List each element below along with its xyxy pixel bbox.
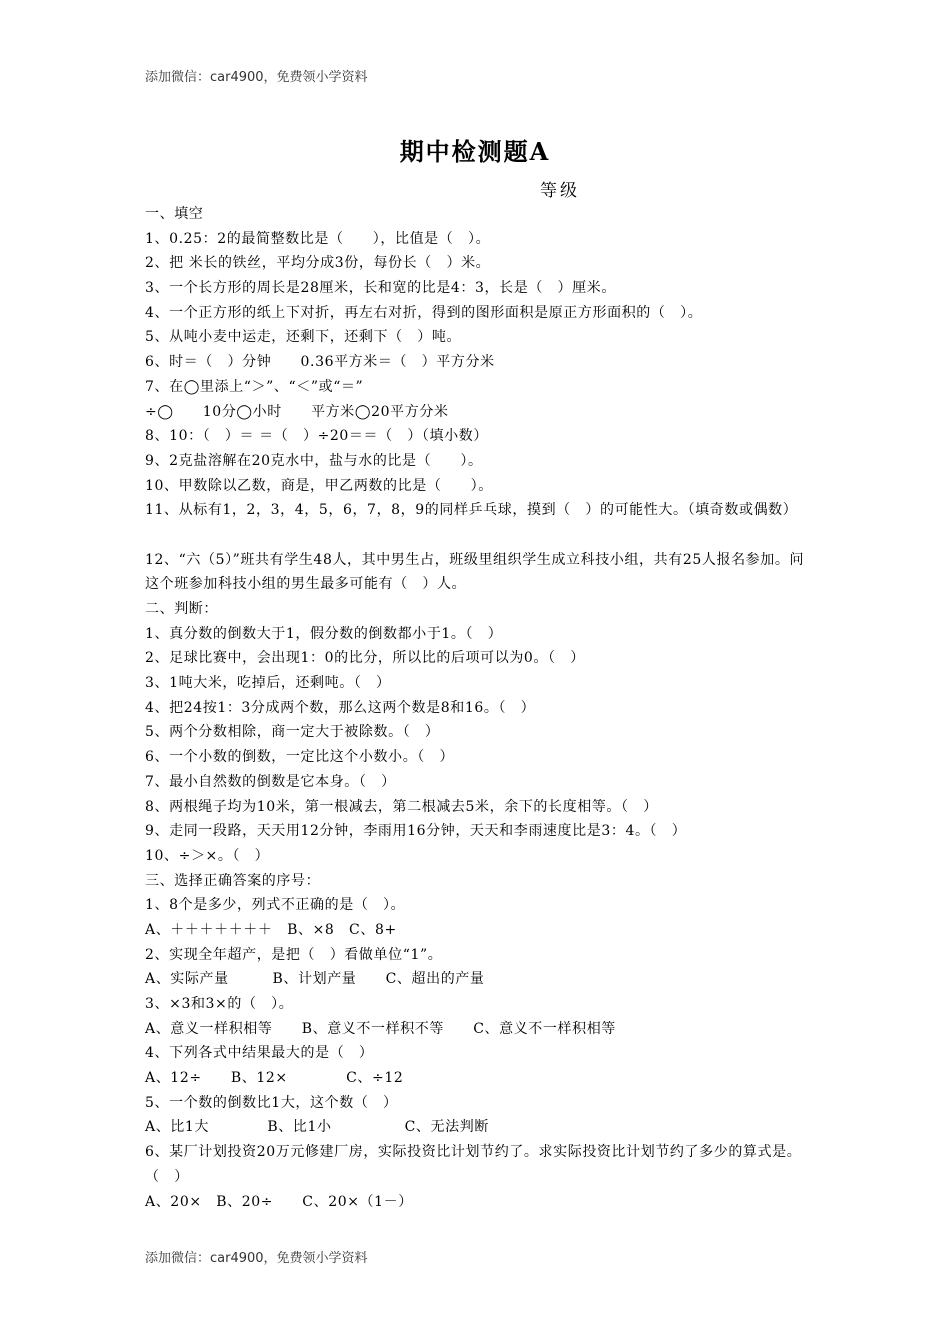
question-line: 5、一个数的倒数比1大，这个数（ ） [145,1094,398,1111]
section-heading-fill-blank: 一、填空 [145,206,204,222]
question-line: 12、“六（5）”班共有学生48人，其中男生占，班级里组织学生成立科技小组，共有25人报名参加。问这个班参加科技小组的男生最多可能有（ ）人。 [145,551,805,593]
question-line: 6、某厂计划投资20万元修建厂房，实际投资比计划节约了。求实际投资比计划节约了多少的算式是。（ ） [145,1144,802,1185]
question-line: 8、两根绳子均为10米，第一根减去，第二根减去5米，余下的长度相等。（ ） [145,798,658,815]
question-line: 10、÷＞×。（ ） [145,847,270,864]
page-footer-note: 添加微信：car4900，免费领小学资料 [145,1251,368,1266]
question-line: 3、1吨大米，吃掉后，还剩吨。（ ） [145,675,391,692]
question-line: 4、一个正方形的纸上下对折，再左右对折，得到的图形面积是原正方形面积的（ ）。 [145,304,703,321]
answer-options: A、意义一样积相等 B、意义不一样积不等 C、意义不一样积相等 [145,1020,616,1037]
question-line: 5、从吨小麦中运走，还剩下，还剩下（ ）吨。 [145,329,462,346]
question-line: 2、把 米长的铁丝，平均分成3份，每份长（ ）米。 [145,255,491,272]
question-line: 7、在◯里添上“＞”、“＜”或“＝” [145,378,364,395]
question-line: 6、时＝（ ）分钟 0.36平方米＝（ ）平方分米 [145,354,495,371]
question-line: 9、走同一段路，天天用12分钟，李雨用16分钟，天天和李雨速度比是3：4。（ ） [145,823,687,840]
question-line: 8、10：（ ）＝ ＝（ ）÷20＝＝（ ）（填小数） [145,428,488,445]
question-line: 2、实现全年超产，是把（ ）看做单位“1”。 [145,946,443,963]
question-line: 3、×3和3×的（ ）。 [145,996,294,1013]
grade-label: 等级 [540,181,580,201]
question-line: ÷◯ 10分◯小时 平方米◯20平方分米 [145,403,449,420]
blank-spacer [145,523,815,548]
question-line: 4、下列各式中结果最大的是（ ） [145,1045,374,1062]
section-heading-multiple-choice: 三、选择正确答案的序号： [145,872,321,889]
answer-options: A、20× B、20÷ C、20×（1－） [145,1193,413,1210]
question-line: 3、一个长方形的周长是28厘米，长和宽的比是4：3，长是（ ）厘米。 [145,280,616,297]
question-line: 7、最小自然数的倒数是它本身。（ ） [145,773,396,790]
section-heading-true-false: 二、判断： [145,601,218,618]
question-line: 11、从标有1，2，3，4，5，6，7，8，9的同样乒乓球，摸到（ ）的可能性大。（填奇数或偶数） [145,502,798,519]
exam-content [145,202,815,1214]
answer-options: A、12÷ B、12× C、÷12 [145,1070,404,1087]
question-line: 1、8个是多少，列式不正确的是（ ）。 [145,897,406,914]
question-line: 6、一个小数的倒数，一定比这个小数小。（ ） [145,749,455,766]
answer-options: A、比1大 B、比1小 C、无法判断 [145,1119,489,1136]
question-line: 1、0.25：2的最简整数比是（ ），比值是（ ）。 [145,230,491,247]
question-line: 5、两个分数相除，商一定大于被除数。（ ） [145,724,440,741]
answer-options: A、实际产量 B、计划产量 C、超出的产量 [145,971,485,988]
question-line: 9、2克盐溶解在20克水中，盐与水的比是（ ）。 [145,452,483,469]
question-line: 1、真分数的倒数大于1，假分数的倒数都小于1。（ ） [145,625,503,642]
question-line: 10、甲数除以乙数，商是，甲乙两数的比是（ ）。 [145,477,493,494]
answer-options: A、＋＋＋＋＋＋＋ B、×8 C、8+ [145,921,397,938]
question-line: 4、把24按1：3分成两个数，那么这两个数是8和16。（ ） [145,699,536,716]
page-title: 期中检测题A [399,137,551,166]
question-line: 2、足球比赛中，会出现1：0的比分，所以比的后项可以为0。（ ） [145,650,585,667]
page-header-note: 添加微信：car4900，免费领小学资料 [145,70,368,85]
